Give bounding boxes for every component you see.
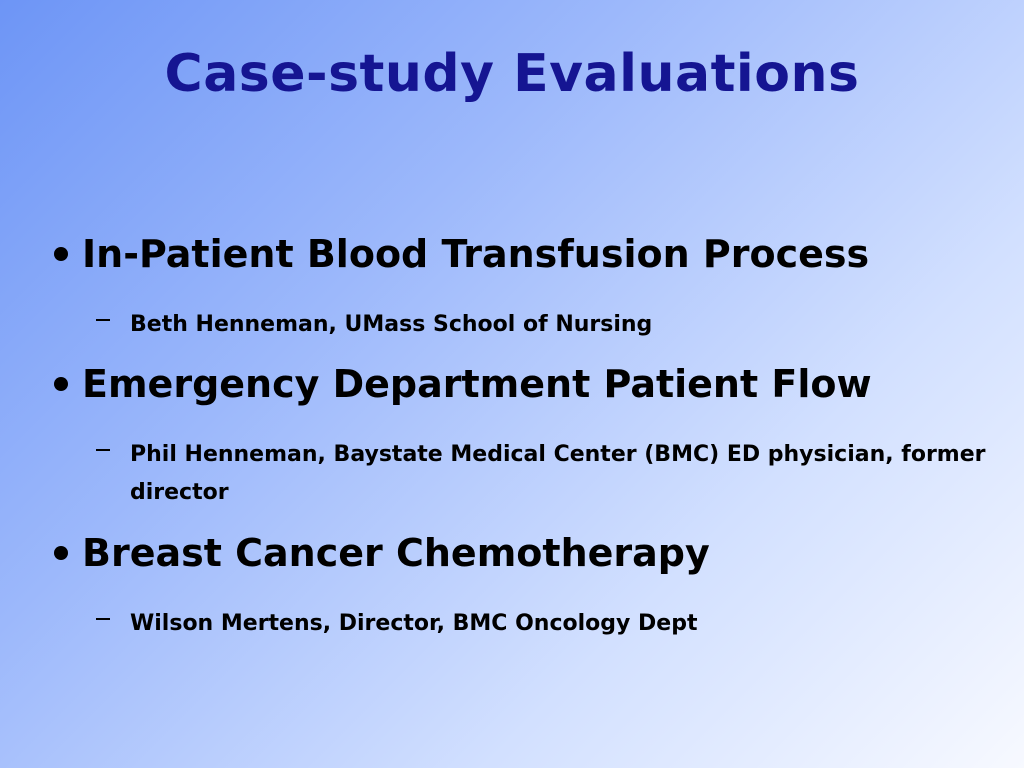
dash-icon [96, 319, 110, 321]
bullet-heading: Breast Cancer Chemotherapy [82, 531, 710, 575]
bullet-item-1 [54, 232, 869, 276]
sub-item-3 [96, 605, 1000, 643]
bullet-heading: In-Patient Blood Transfusion Process [82, 232, 870, 276]
dash-icon [96, 618, 110, 620]
sub-item-2 [96, 436, 1000, 512]
bullet-dot-icon [54, 377, 68, 391]
sub-item-text: Phil Henneman, Baystate Medical Center (BMC) ED physician, former director [130, 442, 986, 505]
bullet-item-3 [54, 531, 710, 575]
bullet-dot-icon [54, 247, 68, 261]
bullet-dot-icon [54, 546, 68, 560]
sub-item-1 [96, 306, 1000, 344]
sub-item-text: Wilson Mertens, Director, BMC Oncology Dept [130, 611, 698, 636]
slide-title: Case-study Evaluations [164, 44, 860, 104]
bullet-heading: Emergency Department Patient Flow [82, 362, 872, 406]
dash-icon [96, 449, 110, 451]
sub-item-text: Beth Henneman, UMass School of Nursing [130, 312, 653, 337]
bullet-item-2 [54, 362, 872, 406]
